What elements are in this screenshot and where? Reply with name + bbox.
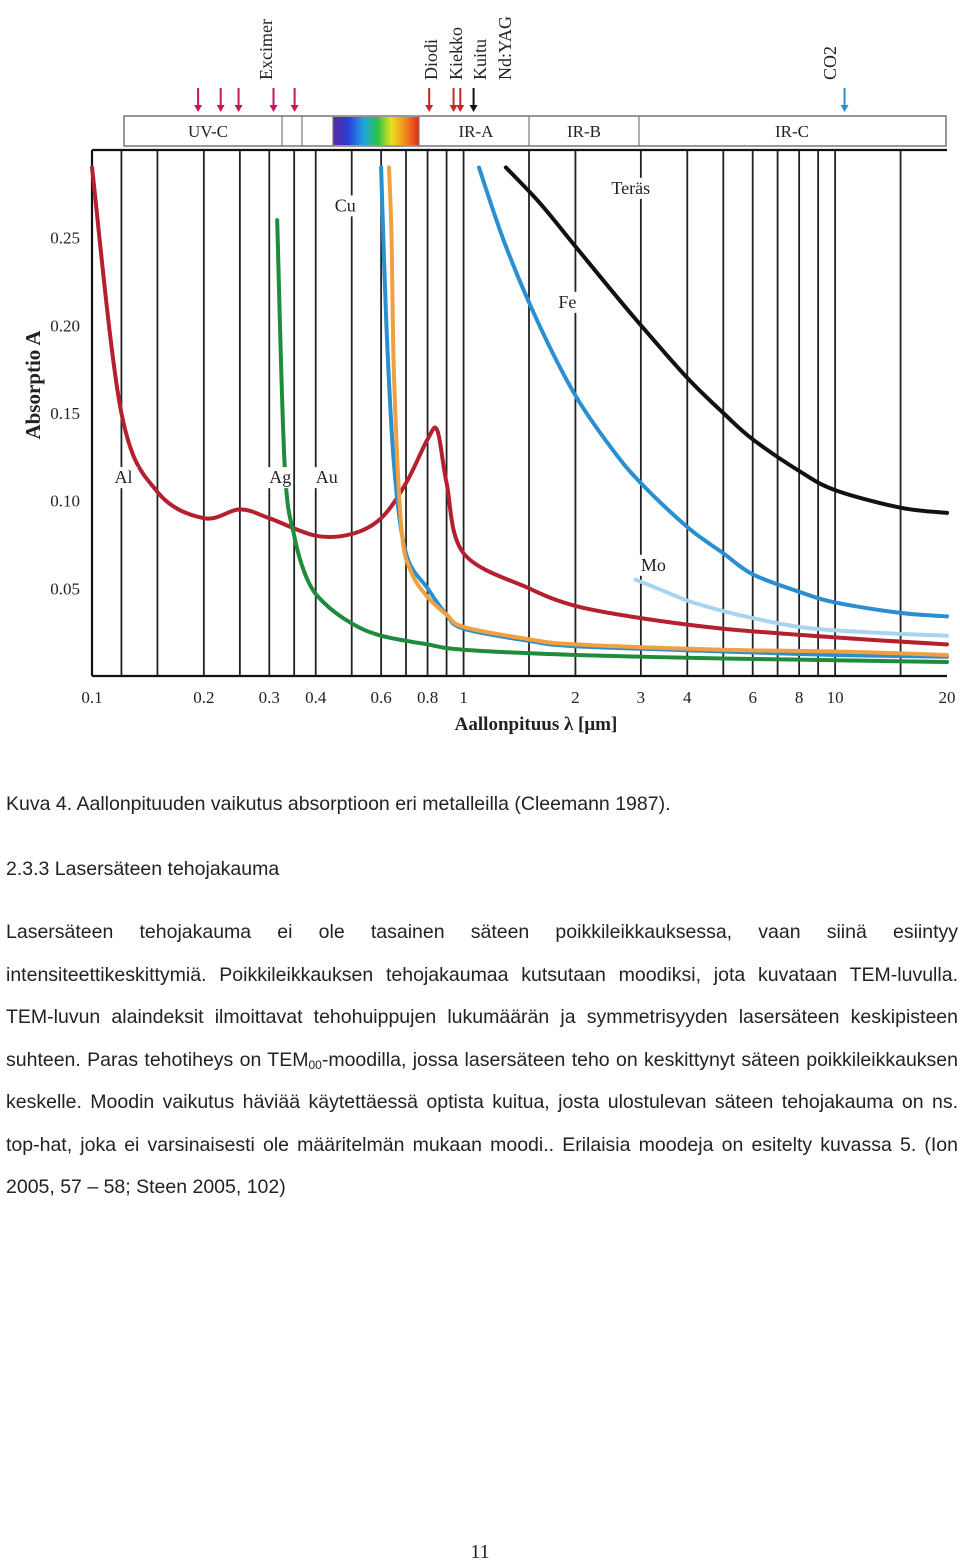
laser-label-excimer: Excimer — [256, 19, 276, 80]
curve-teras — [506, 168, 947, 513]
marker-arrowhead-6 — [450, 105, 458, 112]
marker-arrowhead-1 — [217, 105, 225, 112]
marker-arrowhead-5 — [425, 105, 433, 112]
curve-au — [381, 168, 947, 657]
series-label-teras: Teräs — [611, 177, 651, 198]
x-tick-label: 0.2 — [193, 688, 215, 707]
marker-arrowhead-2 — [235, 105, 243, 112]
x-tick-label: 1 — [459, 688, 468, 707]
grid-lines — [121, 150, 900, 676]
marker-arrowhead-9 — [841, 105, 849, 112]
marker-arrowhead-0 — [194, 105, 202, 112]
band-label-ir-c: IR-C — [775, 122, 809, 141]
x-tick-label: 0.1 — [81, 688, 103, 707]
marker-arrowhead-4 — [291, 105, 299, 112]
series-label-fe: Fe — [558, 291, 577, 312]
x-axis-title: Aallonpituus λ [μm] — [454, 714, 618, 735]
x-tick-label: 8 — [794, 688, 804, 707]
curve-fe — [479, 168, 947, 617]
body-paragraph — [6, 911, 958, 1209]
laser-wavelength-markers — [194, 16, 848, 112]
laser-label-diodi: Diodi — [421, 38, 441, 80]
band-label-uv-c: UV-C — [188, 122, 228, 141]
absorption-chart — [0, 0, 960, 760]
series-label-mo: Mo — [640, 554, 666, 575]
y-tick-label: 0.05 — [50, 579, 80, 599]
band-label-ir-b: IR-B — [567, 122, 601, 141]
series-label-ag: Ag — [269, 467, 292, 488]
series-label-cu: Cu — [334, 195, 356, 216]
x-tick-label: 0.6 — [370, 688, 392, 707]
paragraph-part-2: -moodilla, jossa lasersäteen teho on keskittynyt säteen poikkileikkauksen keskelle. Moodin vaikutus häviää käytettäessä optista kuitua, josta ulostulevan säteen tehojakauma on ns. top-hat, joka ei varsinaisesti ole määritelmän mukaan moodi.. Erilaisia moodeja on esitelty kuvassa 5. (Ion 2005, 57 – 58; Steen 2005, 102) — [6, 1048, 958, 1198]
section-heading: 2.3.3 Lasersäteen tehojakauma — [6, 858, 280, 880]
series-label-au: Au — [315, 467, 338, 488]
x-tick-label: 6 — [748, 688, 757, 707]
marker-arrowhead-3 — [270, 105, 278, 112]
figure-caption: Kuva 4. Aallonpituuden vaikutus absorptioon eri metalleilla (Cleemann 1987). — [6, 793, 671, 815]
y-tick-label: 0.10 — [50, 491, 80, 511]
band-label-ir-a: IR-A — [458, 122, 494, 141]
curve-ag — [277, 220, 947, 662]
x-tick-label: 0.3 — [258, 688, 280, 707]
laser-label-kuitu: Kuitu — [470, 38, 490, 80]
laser-label-ndyag: Nd:YAG — [495, 15, 515, 80]
y-axis-title: Absorptio A — [21, 330, 45, 440]
x-tick-label: 3 — [636, 688, 646, 707]
x-tick-label: 10 — [826, 688, 844, 707]
x-tick-label: 0.4 — [305, 688, 327, 707]
visible-spectrum-gradient — [333, 117, 419, 145]
x-tick-label: 20 — [938, 688, 956, 707]
series-label-al: Al — [114, 467, 133, 488]
marker-arrowhead-8 — [470, 105, 478, 112]
x-tick-label: 4 — [683, 688, 692, 707]
spectral-band-bar — [124, 116, 946, 146]
laser-label-co2: CO2 — [820, 45, 840, 80]
tem-subscript: 00 — [308, 1057, 322, 1072]
y-tick-label: 0.15 — [50, 404, 80, 423]
y-tick-label: 0.20 — [50, 316, 80, 336]
x-tick-label: 0.8 — [416, 688, 439, 707]
band-bar-frame — [124, 116, 946, 146]
y-tick-label: 0.25 — [50, 228, 80, 248]
curve-cu — [389, 168, 947, 656]
laser-label-kiekko: Kiekko — [446, 27, 466, 80]
page-number: 11 — [470, 1541, 490, 1563]
marker-arrowhead-7 — [456, 105, 464, 112]
paragraph-part-1: Lasersäteen tehojakauma ei ole tasainen säteen poikkileikkauksessa, vaan siinä esiintyy intensiteettikeskittymiä. Poikkileikkauksen tehojakaumaa kutsutaan moodiksi, jota kuvataan TEM-luvulla. TEM-luvun alaindeksit ilmoittavat tehohuippujen lukumäärän ja symmetrisyyden lasersäteen keskipisteen suhteen. Paras tehotiheys on TEM — [6, 921, 958, 1071]
x-tick-label: 2 — [571, 688, 580, 707]
